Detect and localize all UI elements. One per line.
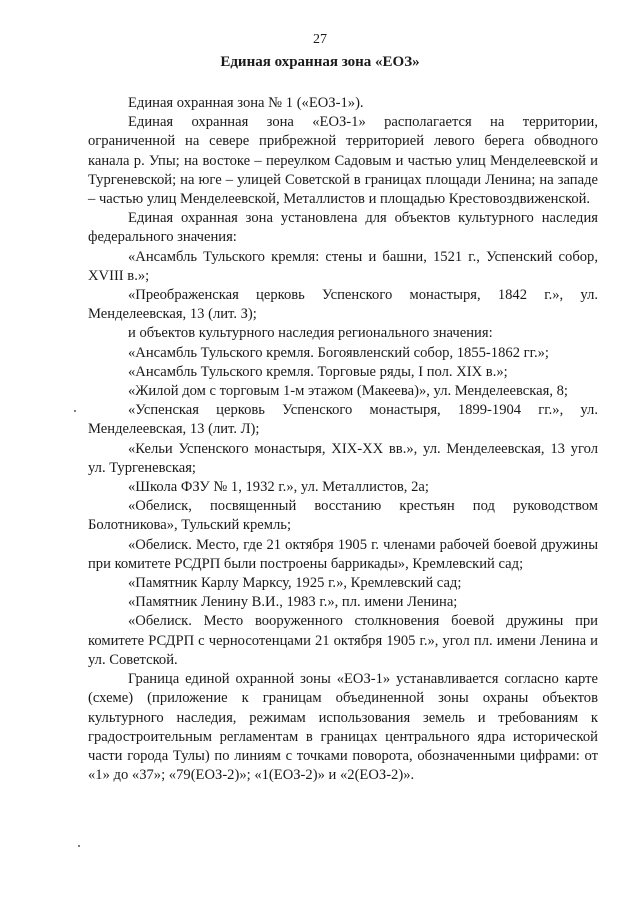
list-item-regional-cells: «Кельи Успенского монастыря, XIX-XX вв.», ул. Менделеевская, 13 угол ул. Тургеневская; [88, 440, 598, 476]
list-item-regional-obelisk-clash: «Обелиск. Место вооруженного столкновения боевой дружины при комитете РСДРП с черносотенцами 21 октября 1905 г.», угол пл. имени Ленина и ул. Советской. [88, 613, 598, 668]
paragraph-regional-intro: и объектов культурного наследия регионального значения: [128, 325, 493, 342]
paragraph-zone-boundaries: Единая охранная зона «ЕОЗ-1» располагается на территории, ограниченной на севере прибрежной территорией левого берега обводного канала р. Упы; на востоке – переулком Садовым и частью улиц Менделеевской и Тургеневской; на юге – улицей Советской в границах площади Ленина; на западе – частью улиц Менделеевской, Металлистов и площадью Крестовоздвиженской. [88, 114, 598, 208]
paragraph-zone-border-description: Граница единой охранной зоны «ЕОЗ-1» устанавливается согласно карте (схеме) (приложение к границам объединенной зоны охраны объектов культурного наследия, режимам использования земель и требованиям к градостроительным регламентам в границах центрального ядра исторической части города Тулы) по линиям с точками поворота, обозначенными цифрами: от «1» до «37»; «79(ЕОЗ-2)»; «1(ЕОЗ-2)» и «2(ЕОЗ-2)». [88, 671, 598, 784]
document-body [88, 94, 598, 785]
list-item-federal-church: «Преображенская церковь Успенского монастыря, 1842 г.», ул. Менделеевская, 13 (лит. З); [88, 287, 598, 323]
scan-speck [78, 845, 80, 847]
list-item-regional-trade-rows: «Ансамбль Тульского кремля. Торговые ряды, I пол. XIX в.»; [128, 363, 508, 380]
list-item-regional-cathedral: «Ансамбль Тульского кремля. Богоявленский собор, 1855-1862 гг.»; [128, 344, 549, 361]
list-item-federal-kremlin: «Ансамбль Тульского кремля: стены и башни, 1521 г., Успенский собор, XVIII в.»; [88, 248, 598, 284]
scan-speck [74, 410, 76, 412]
list-item-regional-school: «Школа ФЗУ № 1, 1932 г.», ул. Металлистов, 2а; [128, 479, 429, 496]
section-title: Единая охранная зона «ЕОЗ» [220, 54, 420, 70]
paragraph-federal-intro: Единая охранная зона установлена для объектов культурного наследия федерального значения: [88, 210, 598, 246]
list-item-regional-uspenskaya-church: «Успенская церковь Успенского монастыря, 1899-1904 гг.», ул. Менделеевская, 13 (лит. Л); [88, 402, 598, 438]
list-item-regional-marx-monument: «Памятник Карлу Марксу, 1925 г.», Кремлевский сад; [128, 575, 462, 592]
list-item-regional-obelisk-barricades: «Обелиск. Место, где 21 октября 1905 г. членами рабочей боевой дружины при комитете РСДРП были построены баррикады», Кремлевский сад; [88, 536, 598, 572]
list-item-regional-obelisk-bolotnikov: «Обелиск, посвященный восстанию крестьян под руководством Болотникова», Тульский кремль; [88, 498, 598, 534]
paragraph-zone-heading: Единая охранная зона № 1 («ЕОЗ-1»). [128, 95, 364, 111]
list-item-regional-house: «Жилой дом с торговым 1-м этажом (Макеева)», ул. Менделеевская, 8; [128, 383, 568, 400]
page-number: 27 [313, 32, 327, 47]
list-item-regional-lenin-monument: «Памятник Ленину В.И., 1983 г.», пл. имени Ленина; [128, 594, 458, 611]
